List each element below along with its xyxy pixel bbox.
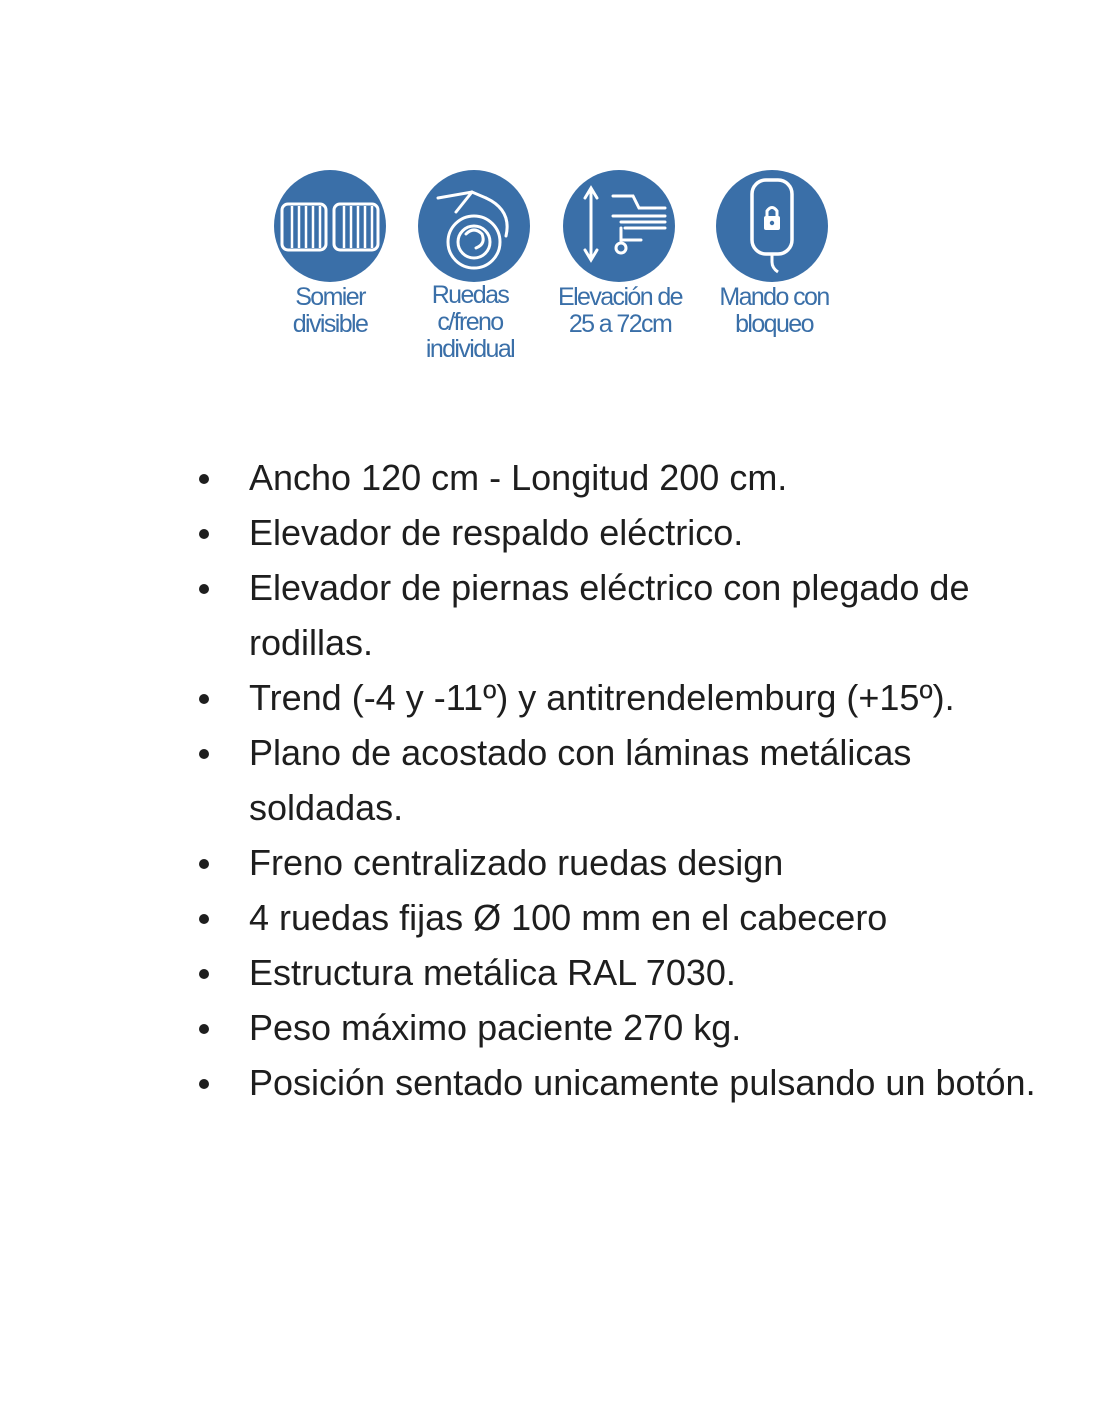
spec-item: Elevador de respaldo eléctrico. [195,505,1045,560]
height-elevation-icon [561,168,677,284]
spec-item: Ancho 120 cm - Longitud 200 cm. [195,450,1045,505]
spec-item: Trend (-4 y -11º) y antitrendelemburg (+15º). [195,670,1045,725]
feature-caption: Elevación de 25 a 72cm [558,283,682,338]
feature-caption: Ruedas c/freno individual [425,281,515,363]
feature-icons-row [262,168,862,378]
locked-remote-icon [714,168,830,284]
feature-caption: Somier divisible [292,283,368,338]
spec-item: Peso máximo paciente 270 kg. [195,1000,1045,1055]
slatted-bed-base-icon [272,168,388,284]
feature-caption: Mando con bloqueo [719,283,829,338]
spec-item: Freno centralizado ruedas design [195,835,1045,890]
spec-item: Estructura metálica RAL 7030. [195,945,1045,1000]
caster-wheel-icon [416,168,532,284]
spec-item: 4 ruedas fijas Ø 100 mm en el cabecero [195,890,1045,945]
spec-item: Elevador de piernas eléctrico con plegado de rodillas. [195,560,1045,670]
spec-list [195,450,1045,1110]
spec-item: Posición sentado unicamente pulsando un botón. [195,1055,1045,1110]
spec-item: Plano de acostado con láminas metálicas soldadas. [195,725,1045,835]
